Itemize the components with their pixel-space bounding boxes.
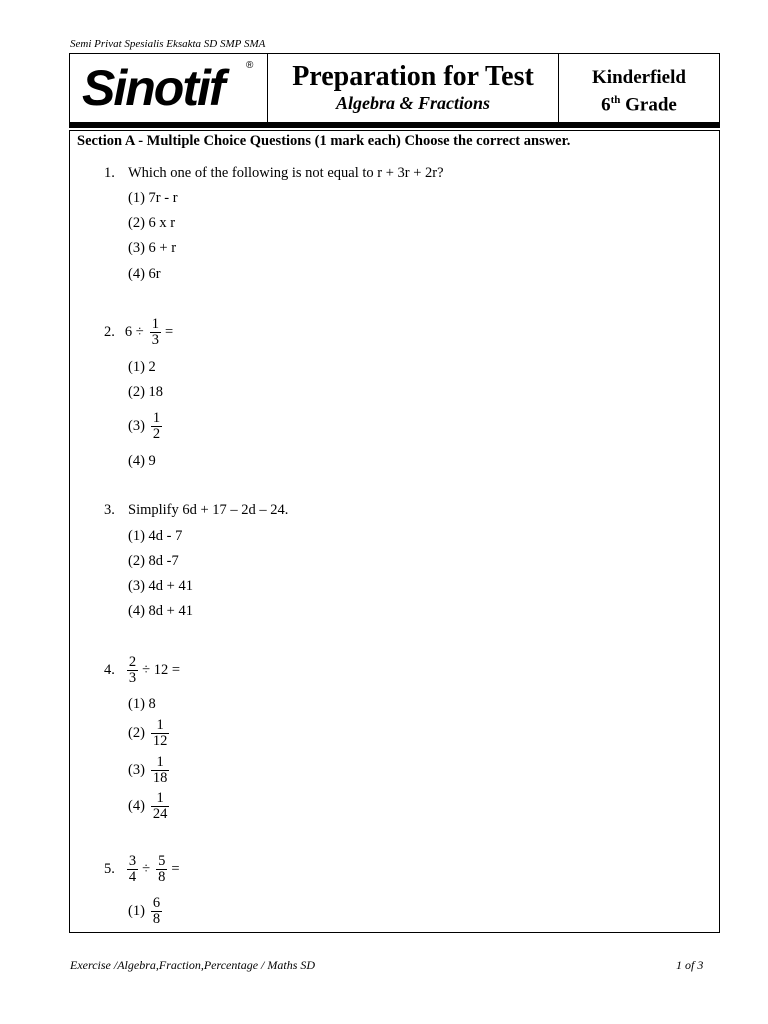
grade-number: 6 xyxy=(601,94,611,116)
question-number: 4. xyxy=(104,661,115,678)
question-2 xyxy=(104,315,404,349)
fraction xyxy=(151,718,170,749)
option-text: 7r - r xyxy=(148,190,178,206)
fraction-denominator: 12 xyxy=(152,732,168,749)
fraction xyxy=(151,755,170,786)
fraction-numerator: 1 xyxy=(156,753,164,770)
footer-left: Exercise /Algebra,Fraction,Percentage / Maths SD xyxy=(70,958,316,972)
option-label: (1) xyxy=(128,190,145,206)
fraction xyxy=(151,896,162,927)
fraction xyxy=(156,854,167,885)
grade-label xyxy=(559,89,719,116)
option-3-3[interactable] xyxy=(128,578,193,595)
option-label: (1) xyxy=(128,696,145,712)
fraction-numerator: 2 xyxy=(128,653,137,670)
option-label: (2) xyxy=(128,384,145,400)
option-4-1[interactable] xyxy=(128,696,156,713)
header-rule xyxy=(69,123,720,128)
option-text: 9 xyxy=(148,453,156,469)
question-number: 1. xyxy=(104,165,115,181)
option-1-3[interactable] xyxy=(128,240,176,257)
option-3-1[interactable] xyxy=(128,528,182,545)
fraction xyxy=(151,411,162,442)
option-1-4[interactable] xyxy=(128,266,161,283)
school-name: Kinderfield xyxy=(592,67,686,88)
option-1-2[interactable] xyxy=(128,215,175,232)
option-3-4[interactable] xyxy=(128,603,193,620)
option-label: (3) xyxy=(128,761,145,778)
question-4 xyxy=(104,653,404,687)
grade-suffix: th xyxy=(610,94,621,106)
question-number: 2. xyxy=(104,323,115,340)
option-label: (4) xyxy=(128,603,145,619)
question-lead: 6 ÷ xyxy=(124,323,144,340)
fraction-denominator: 18 xyxy=(152,769,168,786)
page-title: Preparation for Test xyxy=(292,61,534,92)
fraction-numerator: 1 xyxy=(152,409,161,426)
option-text: 4d + 41 xyxy=(148,578,193,594)
title-cell xyxy=(268,54,559,122)
fraction-numerator: 1 xyxy=(156,789,164,806)
fraction-numerator: 1 xyxy=(151,315,159,332)
fraction xyxy=(127,854,138,885)
option-5-1[interactable] xyxy=(128,894,166,928)
option-label: (1) xyxy=(128,528,145,544)
option-label: (2) xyxy=(128,553,145,569)
option-label: (2) xyxy=(128,215,145,231)
question-text: Which one of the following is not equal to r + 3r + 2r? xyxy=(128,165,444,181)
page-number: 1 of 3 xyxy=(676,958,704,972)
sinotif-logo: Sinotif xyxy=(82,60,224,116)
option-label: (1) xyxy=(128,902,145,919)
question-number: 3. xyxy=(104,502,115,518)
option-label: (3) xyxy=(128,578,145,594)
option-text: 8d + 41 xyxy=(148,603,193,619)
option-text: 8d -7 xyxy=(148,553,179,569)
section-title: Section A - Multiple Choice Questions (1 mark each) Choose the correct answer. xyxy=(77,133,571,149)
question-tail: = xyxy=(164,323,174,340)
option-text: 4d - 7 xyxy=(148,528,183,544)
option-2-4[interactable] xyxy=(128,453,156,470)
page-subtitle: Algebra & Fractions xyxy=(335,93,491,113)
fraction xyxy=(150,317,161,348)
question-tail: = xyxy=(171,860,180,877)
fraction-denominator: 8 xyxy=(152,910,161,927)
option-label: (4) xyxy=(128,797,145,814)
fraction-numerator: 3 xyxy=(128,852,137,869)
question-text: Simplify 6d + 17 – 2d – 24. xyxy=(128,502,289,518)
option-text: 8 xyxy=(148,696,156,712)
option-text: 2 xyxy=(148,359,156,375)
fraction-denominator: 3 xyxy=(151,331,159,348)
option-label: (1) xyxy=(128,359,145,375)
question-tail: ÷ 12 = xyxy=(142,661,181,678)
fraction-denominator: 24 xyxy=(152,805,168,822)
fraction-denominator: 3 xyxy=(128,669,137,686)
option-4-3[interactable] xyxy=(128,753,173,787)
fraction-numerator: 5 xyxy=(158,852,166,869)
question-area xyxy=(69,130,720,933)
option-4-2[interactable] xyxy=(128,716,173,750)
header-box xyxy=(69,53,720,123)
registered-mark: ® xyxy=(246,60,254,71)
question-5 xyxy=(104,852,404,886)
option-label: (4) xyxy=(128,266,145,282)
fraction xyxy=(151,791,170,822)
fraction-denominator: 4 xyxy=(128,868,137,885)
option-3-2[interactable] xyxy=(128,553,179,570)
option-1-1[interactable] xyxy=(128,190,178,207)
grade-cell xyxy=(559,54,719,122)
question-number: 5. xyxy=(104,860,115,877)
option-2-2[interactable] xyxy=(128,384,163,401)
option-4-4[interactable] xyxy=(128,789,173,823)
option-label: (3) xyxy=(128,240,145,256)
fraction-numerator: 1 xyxy=(156,716,164,733)
option-text: 18 xyxy=(148,384,164,400)
fraction-denominator: 8 xyxy=(158,868,166,885)
option-text: 6r xyxy=(148,266,161,282)
fraction-denominator: 2 xyxy=(152,425,161,442)
option-2-1[interactable] xyxy=(128,359,156,376)
option-text: 6 + r xyxy=(148,240,177,256)
option-label: (4) xyxy=(128,453,145,469)
logo-cell xyxy=(70,54,268,122)
fraction xyxy=(127,655,138,686)
fraction-numerator: 6 xyxy=(152,894,161,911)
question-operator: ÷ xyxy=(142,860,151,877)
option-label: (3) xyxy=(128,417,145,434)
option-text: 6 x r xyxy=(148,215,176,231)
option-label: (2) xyxy=(128,724,145,741)
option-2-3[interactable] xyxy=(128,409,166,443)
grade-word: Grade xyxy=(625,94,677,116)
top-note: Semi Privat Spesialis Eksakta SD SMP SMA xyxy=(70,38,266,50)
